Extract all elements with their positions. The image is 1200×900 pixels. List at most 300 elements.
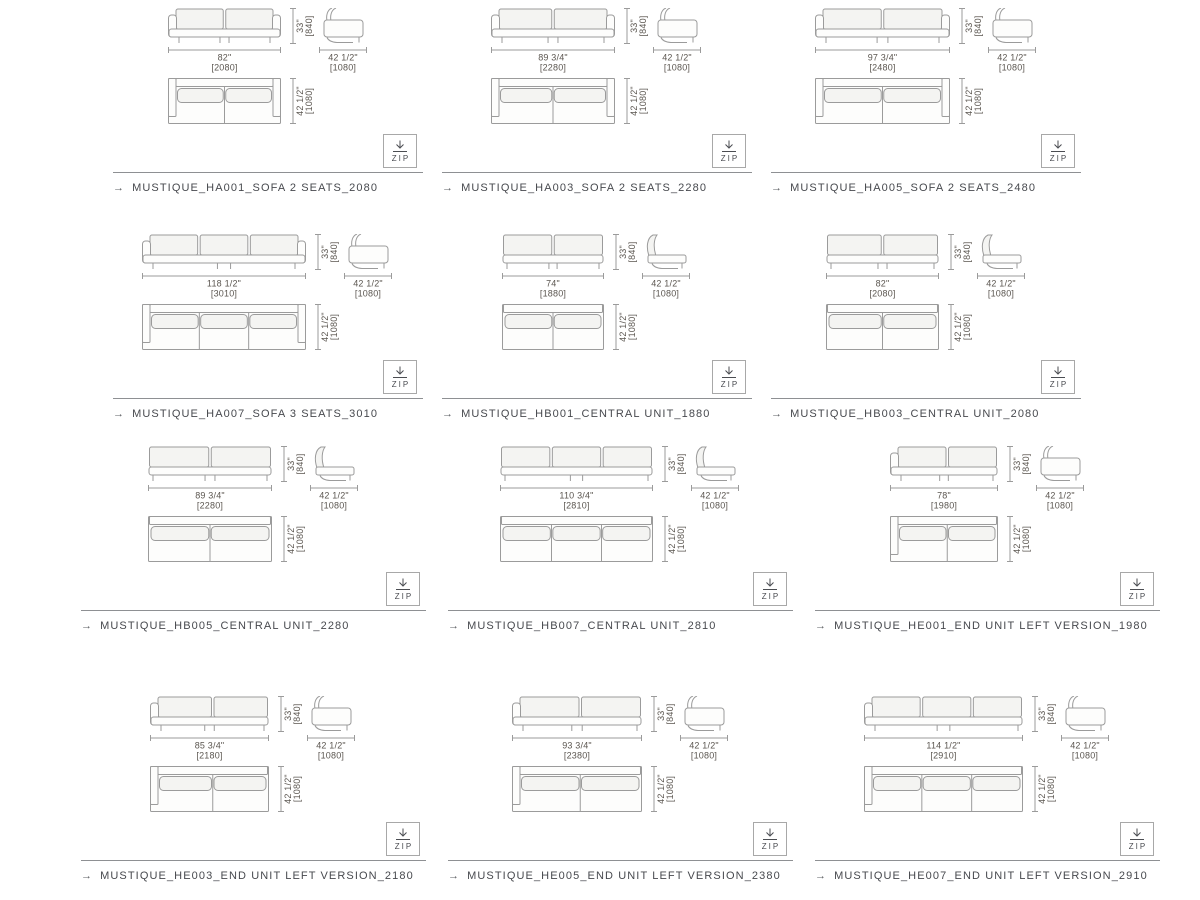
technical-drawing [448, 696, 793, 818]
zip-row [771, 134, 1081, 168]
svg-text:[1080]: [1080] [1020, 525, 1031, 553]
plan-view [815, 79, 949, 124]
svg-text:[840]: [840] [294, 453, 305, 475]
svg-text:[1080]: [1080] [701, 500, 729, 511]
zip-download-button[interactable] [386, 572, 420, 606]
svg-text:42 1/2": 42 1/2" [952, 312, 963, 342]
plan-view [501, 517, 653, 562]
download-arrow-icon [1050, 140, 1066, 153]
plan-depth-dimension [290, 79, 314, 124]
technical-drawing [81, 696, 426, 818]
svg-text:[1080]: [1080] [663, 62, 691, 73]
product-label: MUSTIQUE_HE005_END UNIT LEFT VERSION_2380 [467, 870, 781, 882]
front-view [149, 447, 271, 481]
plan-view [865, 767, 1023, 812]
front-view [815, 9, 949, 43]
height-dimension [624, 9, 648, 44]
plan-depth-dimension [281, 517, 305, 562]
product-card [448, 696, 793, 882]
svg-text:[1080]: [1080] [354, 288, 382, 299]
divider [113, 172, 423, 173]
svg-text:85 3/4": 85 3/4" [194, 740, 225, 751]
width-dimension [492, 47, 615, 73]
zip-label: ZIP [720, 379, 740, 389]
plan-depth-dimension [624, 79, 648, 124]
zip-row [815, 572, 1160, 606]
plan-view [503, 305, 604, 350]
divider [442, 398, 752, 399]
product-label: MUSTIQUE_HA001_SOFA 2 SEATS_2080 [132, 182, 379, 194]
plan-view [512, 767, 641, 812]
width-dimension [865, 735, 1023, 761]
svg-text:42 1/2": 42 1/2" [1011, 524, 1022, 554]
product-link[interactable] [448, 620, 793, 632]
technical-drawing-svg [148, 446, 360, 568]
width-dimension [826, 273, 938, 299]
svg-text:33": 33" [963, 19, 974, 33]
technical-drawing [771, 8, 1081, 130]
svg-text:89 3/4": 89 3/4" [538, 52, 568, 63]
product-link[interactable] [448, 870, 793, 882]
arrow-right-icon: → [448, 870, 461, 882]
side-depth-dimension [1036, 485, 1083, 511]
zip-row [815, 822, 1160, 856]
front-view [503, 235, 603, 269]
svg-text:[2080]: [2080] [868, 288, 896, 299]
front-view [827, 235, 938, 269]
svg-text:42 1/2": 42 1/2" [327, 52, 358, 63]
product-link[interactable] [815, 870, 1160, 882]
product-link[interactable] [113, 182, 423, 194]
svg-text:[840]: [840] [1046, 703, 1056, 725]
divider [81, 860, 426, 861]
width-dimension [503, 273, 604, 299]
svg-text:[1080]: [1080] [664, 775, 675, 803]
technical-drawing [81, 446, 426, 568]
plan-view [151, 767, 269, 812]
product-link[interactable] [442, 408, 752, 420]
product-label: MUSTIQUE_HA005_SOFA 2 SEATS_2480 [790, 182, 1037, 194]
download-arrow-icon [1129, 828, 1145, 841]
download-arrow-icon [762, 578, 778, 591]
technical-drawing-svg [491, 8, 703, 130]
svg-text:[840]: [840] [638, 15, 648, 37]
zip-label: ZIP [761, 591, 781, 601]
plan-view [826, 305, 938, 350]
zip-label: ZIP [391, 153, 411, 163]
technical-drawing [815, 696, 1160, 818]
svg-text:118 1/2": 118 1/2" [206, 278, 242, 289]
arrow-right-icon: → [442, 182, 455, 194]
divider [442, 172, 752, 173]
svg-text:[1980]: [1980] [930, 500, 957, 511]
divider [448, 860, 793, 861]
svg-text:42 1/2": 42 1/2" [283, 774, 293, 804]
front-view [512, 697, 641, 731]
technical-drawing-svg [150, 696, 357, 818]
side-view [1066, 696, 1105, 731]
divider [113, 398, 423, 399]
zip-row [448, 572, 793, 606]
technical-drawing [113, 234, 423, 356]
plan-depth-dimension [1032, 767, 1056, 812]
svg-text:[840]: [840] [676, 453, 686, 475]
svg-text:97 3/4": 97 3/4" [867, 52, 897, 63]
divider [81, 610, 426, 611]
plan-view [148, 517, 271, 562]
side-depth-dimension [308, 735, 355, 761]
product-label: MUSTIQUE_HB005_CENTRAL UNIT_2280 [100, 620, 350, 632]
svg-text:[1080]: [1080] [1071, 750, 1099, 761]
side-view [1041, 446, 1080, 481]
download-arrow-icon [392, 140, 408, 153]
arrow-right-icon: → [815, 620, 828, 632]
product-label: MUSTIQUE_HB003_CENTRAL UNIT_2080 [790, 408, 1040, 420]
svg-text:[840]: [840] [961, 241, 972, 263]
zip-download-button[interactable] [1120, 572, 1154, 606]
svg-text:[1080]: [1080] [638, 87, 648, 115]
product-link[interactable] [81, 870, 426, 882]
svg-text:[1080]: [1080] [1046, 775, 1056, 803]
zip-row [442, 134, 752, 168]
svg-text:[3010]: [3010] [210, 288, 238, 299]
width-dimension [512, 735, 641, 761]
svg-text:89 3/4": 89 3/4" [194, 490, 225, 501]
product-link[interactable] [815, 620, 1160, 632]
arrow-right-icon: → [815, 870, 828, 882]
technical-drawing [815, 446, 1160, 568]
height-dimension [959, 9, 983, 44]
svg-text:[1080]: [1080] [676, 525, 686, 553]
side-depth-dimension [345, 273, 392, 299]
download-arrow-icon [721, 366, 737, 379]
svg-text:78": 78" [936, 490, 951, 501]
plan-depth-dimension [651, 767, 675, 812]
zip-download-button[interactable] [383, 360, 417, 394]
svg-text:[1080]: [1080] [972, 87, 983, 115]
divider [815, 610, 1160, 611]
svg-text:42 1/2": 42 1/2" [655, 774, 666, 804]
technical-drawing-svg [815, 8, 1038, 130]
side-view [696, 447, 735, 481]
svg-text:42 1/2": 42 1/2" [316, 740, 346, 751]
height-dimension [278, 697, 302, 732]
product-label: MUSTIQUE_HA003_SOFA 2 SEATS_2280 [461, 182, 708, 194]
width-dimension [143, 273, 306, 299]
side-depth-dimension [643, 273, 690, 299]
svg-text:33": 33" [1037, 707, 1047, 721]
svg-text:[840]: [840] [627, 241, 637, 263]
svg-text:[2810]: [2810] [563, 500, 590, 511]
zip-label: ZIP [1049, 379, 1069, 389]
download-arrow-icon [395, 828, 411, 841]
zip-download-button[interactable] [1041, 134, 1075, 168]
technical-drawing-svg [500, 446, 741, 568]
download-arrow-icon [1050, 366, 1066, 379]
svg-text:[1880]: [1880] [539, 288, 567, 299]
height-dimension [613, 235, 637, 270]
zip-label: ZIP [1049, 153, 1069, 163]
divider [815, 860, 1160, 861]
side-view [315, 447, 354, 481]
catalog-grid-bottom [0, 420, 1200, 882]
svg-text:42 1/2": 42 1/2" [700, 490, 730, 501]
plan-depth-dimension [1007, 517, 1031, 562]
svg-text:110 3/4": 110 3/4" [559, 490, 594, 501]
zip-download-button[interactable] [386, 822, 420, 856]
zip-download-button[interactable] [383, 134, 417, 168]
svg-text:[840]: [840] [972, 15, 983, 37]
svg-text:42 1/2": 42 1/2" [667, 524, 677, 554]
download-arrow-icon [392, 366, 408, 379]
product-link[interactable] [442, 182, 752, 194]
plan-depth-dimension [613, 305, 637, 350]
product-label: MUSTIQUE_HE001_END UNIT LEFT VERSION_1980 [834, 620, 1148, 632]
technical-drawing-svg [512, 696, 730, 818]
zip-label: ZIP [761, 841, 781, 851]
plan-view [143, 305, 306, 350]
svg-text:33": 33" [952, 245, 963, 259]
technical-drawing-svg [864, 696, 1111, 818]
product-card [81, 446, 426, 632]
side-depth-dimension [988, 47, 1035, 73]
technical-drawing-svg [502, 234, 692, 356]
plan-view [492, 79, 615, 124]
zip-row [113, 360, 423, 394]
width-dimension [168, 47, 280, 73]
width-dimension [148, 485, 271, 511]
height-dimension [315, 235, 339, 270]
arrow-right-icon: → [81, 870, 94, 882]
plan-view [168, 79, 280, 124]
zip-download-button[interactable] [1041, 360, 1075, 394]
plan-depth-dimension [959, 79, 983, 124]
arrow-right-icon: → [81, 620, 94, 632]
side-view [324, 8, 363, 43]
svg-text:[2380]: [2380] [563, 750, 590, 761]
side-view [982, 235, 1021, 269]
svg-text:74": 74" [546, 278, 560, 289]
svg-text:[1080]: [1080] [329, 313, 339, 341]
product-card [448, 446, 793, 632]
height-dimension [1007, 447, 1031, 482]
svg-text:[1080]: [1080] [294, 525, 305, 553]
height-dimension [948, 235, 972, 270]
product-link[interactable] [771, 408, 1081, 420]
zip-row [81, 822, 426, 856]
arrow-right-icon: → [771, 408, 784, 420]
product-label: MUSTIQUE_HB007_CENTRAL UNIT_2810 [467, 620, 717, 632]
svg-text:[2080]: [2080] [210, 62, 238, 73]
zip-label: ZIP [391, 379, 411, 389]
svg-text:[1080]: [1080] [627, 313, 637, 341]
side-depth-dimension [1062, 735, 1109, 761]
height-dimension [281, 447, 305, 482]
svg-text:[1080]: [1080] [961, 313, 972, 341]
technical-drawing [113, 8, 423, 130]
svg-text:[1080]: [1080] [303, 87, 314, 115]
svg-text:42 1/2": 42 1/2" [1070, 740, 1100, 751]
svg-text:114 1/2": 114 1/2" [926, 740, 961, 751]
arrow-right-icon: → [448, 620, 461, 632]
zip-label: ZIP [394, 591, 414, 601]
side-view [658, 8, 697, 43]
svg-text:[2480]: [2480] [868, 62, 896, 73]
svg-text:[1080]: [1080] [998, 62, 1025, 73]
svg-text:42 1/2": 42 1/2" [320, 312, 330, 342]
download-arrow-icon [762, 828, 778, 841]
svg-text:[840]: [840] [664, 703, 675, 725]
product-label: MUSTIQUE_HE007_END UNIT LEFT VERSION_2910 [834, 870, 1148, 882]
download-arrow-icon [1129, 578, 1145, 591]
plan-depth-dimension [662, 517, 686, 562]
svg-text:42 1/2": 42 1/2" [996, 52, 1027, 63]
svg-text:42 1/2": 42 1/2" [1037, 774, 1047, 804]
arrow-right-icon: → [771, 182, 784, 194]
plan-depth-dimension [315, 305, 339, 350]
technical-drawing-svg [142, 234, 394, 356]
svg-text:42 1/2": 42 1/2" [985, 278, 1016, 289]
svg-text:42 1/2": 42 1/2" [285, 524, 296, 554]
download-arrow-icon [395, 578, 411, 591]
svg-text:42 1/2": 42 1/2" [662, 52, 692, 63]
svg-text:[2280]: [2280] [539, 62, 567, 73]
svg-text:[1080]: [1080] [329, 62, 356, 73]
svg-text:[1080]: [1080] [292, 775, 302, 803]
product-card [815, 696, 1160, 882]
side-depth-dimension [319, 47, 366, 73]
zip-download-button[interactable] [753, 572, 787, 606]
technical-drawing-svg [168, 8, 369, 130]
front-view [168, 9, 280, 43]
plan-depth-dimension [278, 767, 302, 812]
svg-text:33": 33" [285, 457, 296, 471]
height-dimension [290, 9, 314, 44]
side-depth-dimension [977, 273, 1024, 299]
technical-drawing [442, 234, 752, 356]
zip-row [771, 360, 1081, 394]
svg-text:33": 33" [294, 19, 305, 33]
divider [448, 610, 793, 611]
catalog-grid-top [0, 0, 1200, 420]
svg-text:33": 33" [1011, 457, 1022, 471]
svg-text:42 1/2": 42 1/2" [618, 312, 628, 342]
technical-drawing [448, 446, 793, 568]
svg-text:[840]: [840] [292, 703, 302, 725]
product-card [771, 8, 1081, 194]
side-view [647, 235, 686, 269]
svg-text:82": 82" [217, 52, 231, 63]
side-view [312, 696, 351, 731]
svg-text:42 1/2": 42 1/2" [629, 86, 639, 116]
svg-text:33": 33" [283, 707, 293, 721]
product-link[interactable] [81, 620, 426, 632]
svg-text:42 1/2": 42 1/2" [294, 86, 305, 116]
zip-download-button[interactable] [712, 360, 746, 394]
plan-depth-dimension [948, 305, 972, 350]
height-dimension [662, 447, 686, 482]
zip-row [442, 360, 752, 394]
front-view [865, 697, 1023, 731]
side-depth-dimension [310, 485, 357, 511]
product-card [113, 234, 423, 420]
svg-text:33": 33" [320, 245, 330, 259]
svg-text:[1080]: [1080] [320, 500, 347, 511]
technical-drawing [442, 8, 752, 130]
download-arrow-icon [721, 140, 737, 153]
divider [771, 398, 1081, 399]
plan-view [890, 517, 997, 562]
svg-text:[840]: [840] [1020, 453, 1031, 475]
side-depth-dimension [654, 47, 701, 73]
svg-text:42 1/2": 42 1/2" [688, 740, 719, 751]
product-label: MUSTIQUE_HB001_CENTRAL UNIT_1880 [461, 408, 711, 420]
side-depth-dimension [692, 485, 739, 511]
product-link[interactable] [113, 408, 423, 420]
zip-label: ZIP [1128, 841, 1148, 851]
svg-text:42 1/2": 42 1/2" [651, 278, 681, 289]
svg-text:[2180]: [2180] [196, 750, 223, 761]
technical-drawing-svg [890, 446, 1086, 568]
svg-text:33": 33" [618, 245, 628, 259]
width-dimension [890, 485, 997, 511]
front-view [492, 9, 615, 43]
arrow-right-icon: → [442, 408, 455, 420]
zip-row [448, 822, 793, 856]
svg-text:33": 33" [629, 19, 639, 33]
svg-text:[2910]: [2910] [930, 750, 957, 761]
svg-text:[840]: [840] [329, 241, 339, 263]
svg-text:[1080]: [1080] [1046, 500, 1073, 511]
product-card [815, 446, 1160, 632]
side-view [685, 696, 724, 731]
svg-text:[2280]: [2280] [196, 500, 223, 511]
product-link[interactable] [771, 182, 1081, 194]
zip-label: ZIP [394, 841, 414, 851]
product-card [81, 696, 426, 882]
product-card [442, 234, 752, 420]
width-dimension [815, 47, 949, 73]
zip-download-button[interactable] [712, 134, 746, 168]
svg-text:82": 82" [875, 278, 889, 289]
height-dimension [651, 697, 675, 732]
svg-text:[1080]: [1080] [652, 288, 680, 299]
arrow-right-icon: → [113, 408, 126, 420]
zip-download-button[interactable] [753, 822, 787, 856]
zip-row [81, 572, 426, 606]
zip-label: ZIP [720, 153, 740, 163]
svg-text:[1080]: [1080] [690, 750, 717, 761]
svg-text:42 1/2": 42 1/2" [1044, 490, 1075, 501]
side-view [349, 234, 388, 269]
svg-text:[1080]: [1080] [987, 288, 1014, 299]
technical-drawing-svg [826, 234, 1027, 356]
arrow-right-icon: → [113, 182, 126, 194]
svg-text:[840]: [840] [303, 15, 314, 37]
height-dimension [1032, 697, 1056, 732]
product-label: MUSTIQUE_HE003_END UNIT LEFT VERSION_2180 [100, 870, 414, 882]
svg-text:93 3/4": 93 3/4" [561, 740, 592, 751]
zip-download-button[interactable] [1120, 822, 1154, 856]
svg-text:33": 33" [655, 707, 666, 721]
width-dimension [501, 485, 653, 511]
front-view [151, 697, 269, 731]
width-dimension [151, 735, 269, 761]
zip-label: ZIP [1128, 591, 1148, 601]
zip-row [113, 134, 423, 168]
side-view [993, 8, 1032, 43]
product-card [771, 234, 1081, 420]
